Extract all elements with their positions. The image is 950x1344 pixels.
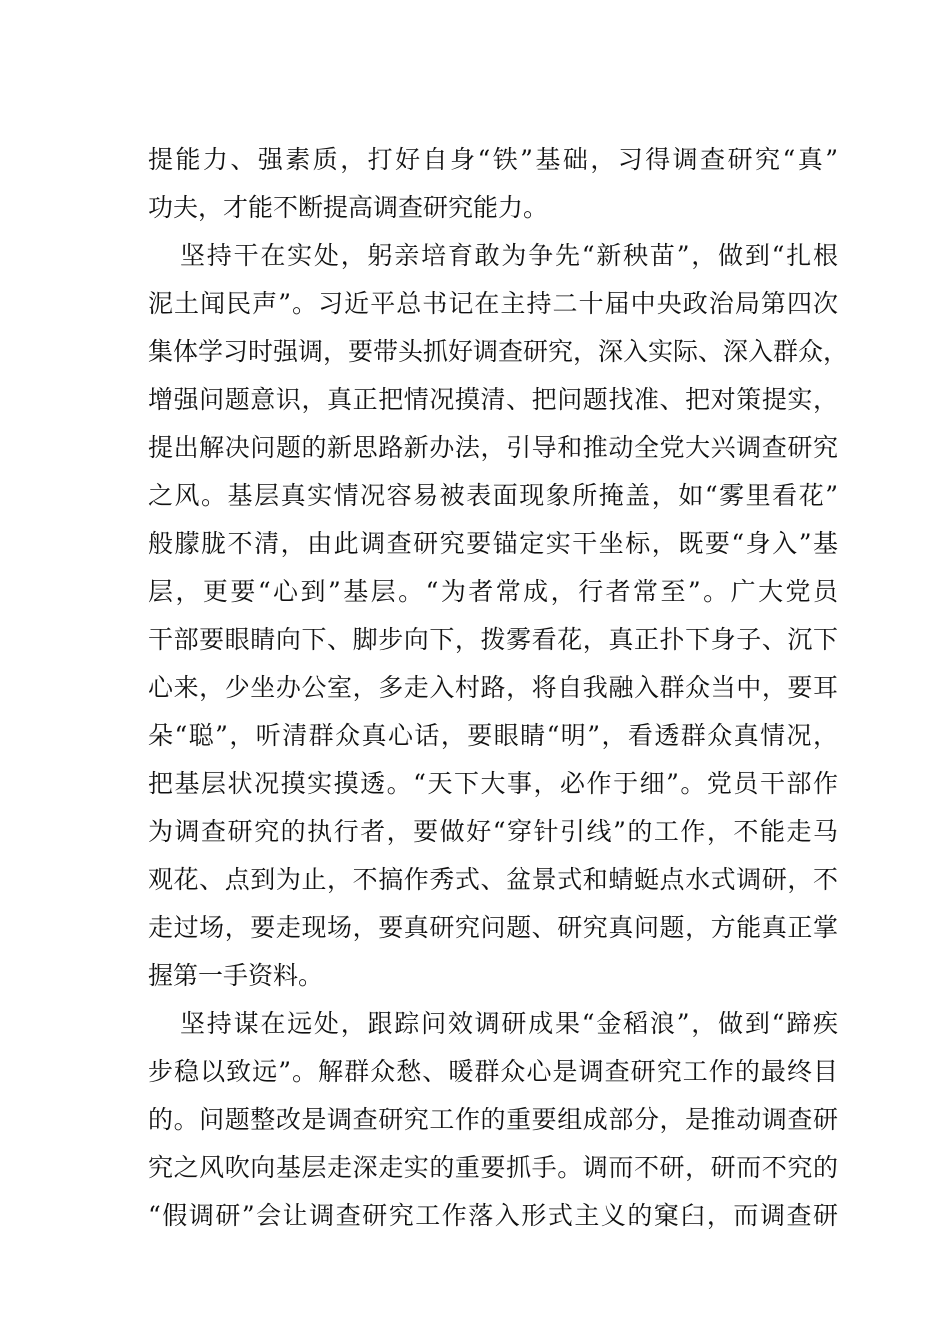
text-line: 提出解决问题的新思路新办法，引导和推动全党大兴调查研究 (148, 433, 838, 462)
paragraph-start-line: 坚持干在实处，躬亲培育敢为争先“新秧苗”，做到“扎根 (180, 241, 838, 270)
text-line: 干部要眼睛向下、脚步向下，拨雾看花，真正扑下身子、沉下 (148, 625, 838, 654)
text-line: 朵“聪”，听清群众真心话，要眼睛“明”，看透群众真情况， (148, 721, 838, 750)
text-line: 般朦胧不清，由此调查研究要锚定实干坐标，既要“身入”基 (148, 529, 838, 558)
text-line: 为调查研究的执行者，要做好“穿针引线”的工作，不能走马 (148, 817, 838, 846)
text-line: 究之风吹向基层走深走实的重要抓手。调而不研，研而不究的 (148, 1153, 838, 1182)
text-line: 观花、点到为止，不搞作秀式、盆景式和蜻蜓点水式调研，不 (148, 865, 838, 894)
paragraph-start-line: 坚持谋在远处，跟踪问效调研成果“金稻浪”，做到“蹄疾 (180, 1009, 838, 1038)
text-line: 增强问题意识，真正把情况摸清、把问题找准、把对策提实， (148, 385, 838, 414)
text-line: “假调研”会让调查研究工作落入形式主义的窠臼，而调查研 (148, 1201, 838, 1230)
text-line: 之风。基层真实情况容易被表面现象所掩盖，如“雾里看花” (148, 481, 838, 510)
text-line: 走过场，要走现场，要真研究问题、研究真问题，方能真正掌 (148, 913, 838, 942)
text-line: 层，更要“心到”基层。“为者常成，行者常至”。广大党员 (148, 577, 838, 606)
text-line: 集体学习时强调，要带头抓好调查研究，深入实际、深入群众， (148, 337, 849, 366)
text-line: 步稳以致远”。解群众愁、暖群众心是调查研究工作的最终目 (148, 1057, 838, 1086)
text-line: 的。问题整改是调查研究工作的重要组成部分，是推动调查研 (148, 1105, 838, 1134)
text-line: 握第一手资料。 (148, 961, 324, 990)
text-line: 泥土闻民声”。习近平总书记在主持二十届中央政治局第四次 (148, 289, 838, 318)
text-line: 把基层状况摸实摸透。“天下大事，必作于细”。党员干部作 (148, 769, 838, 798)
text-line: 功夫，才能不断提高调查研究能力。 (148, 193, 549, 222)
text-line: 提能力、强素质，打好自身“铁”基础，习得调查研究“真” (148, 145, 838, 174)
text-line: 心来，少坐办公室，多走入村路，将自我融入群众当中，要耳 (148, 673, 838, 702)
